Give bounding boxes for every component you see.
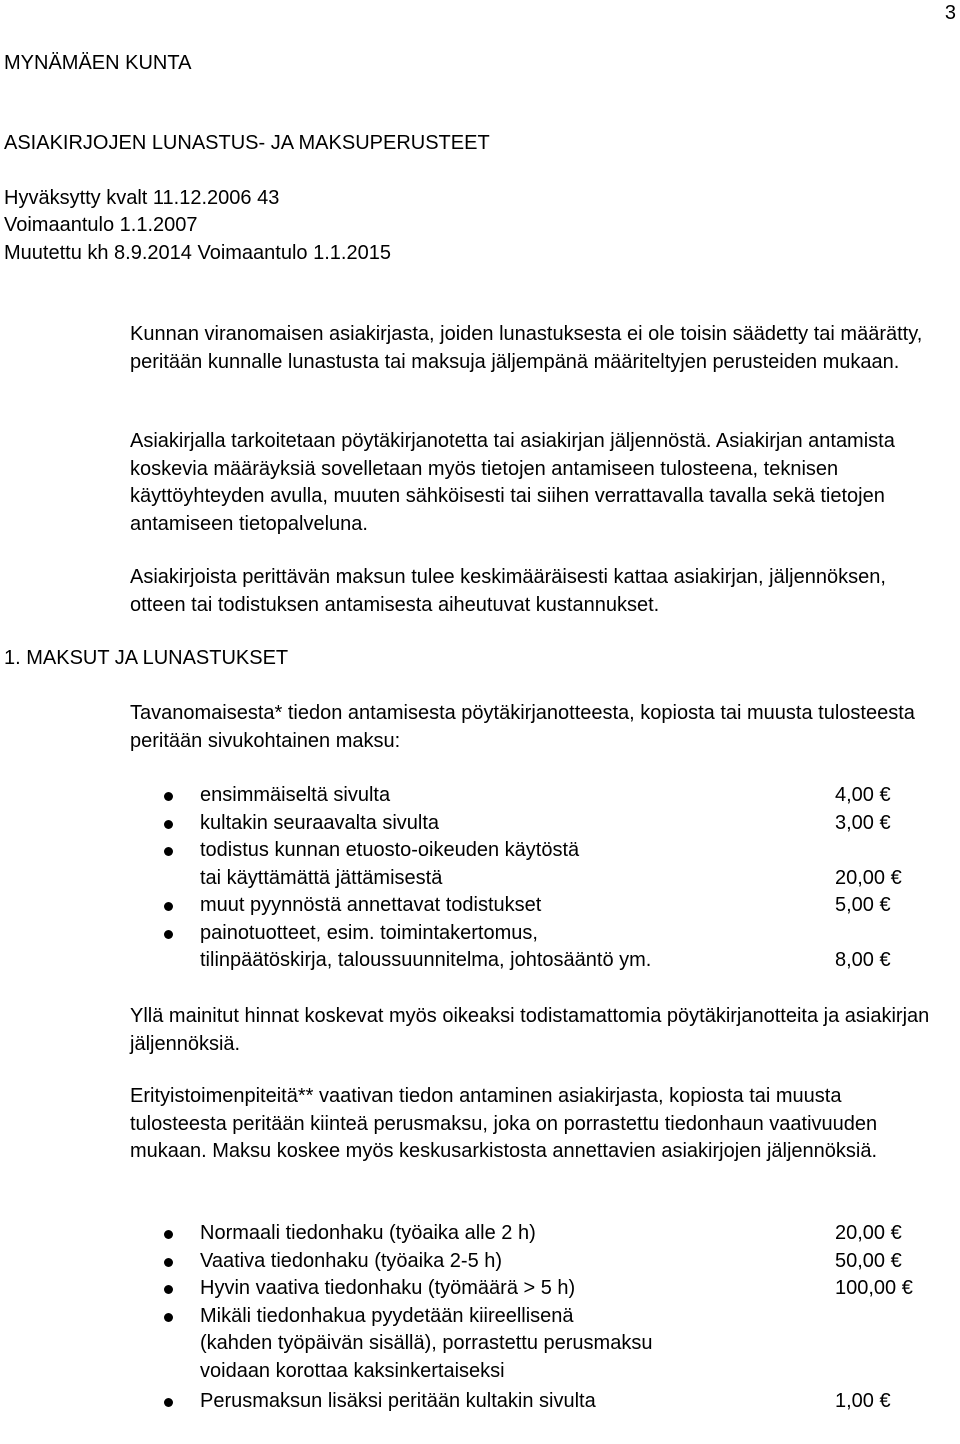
special-fee-item-text: Normaali tiedonhaku (työaika alle 2 h) 20,00 €	[200, 1220, 930, 1248]
amendment-info: Muutettu kh 8.9.2014 Voimaantulo 1.1.2015	[4, 242, 391, 264]
intro-text-2: Asiakirjalla tarkoitetaan pöytäkirjanotetta tai asiakirjan jäljennöstä. Asiakirjan antamista koskevia määräyksiä sovelletaan myös tietojen antamiseen tulosteena, teknisen käyttöyhteyden avulla, muuten sähköisesti tai siihen verrattavalla tavalla sekä tietojen antamiseen tietopalveluna.	[130, 430, 895, 535]
special-fees-list	[130, 1220, 930, 1385]
intro-paragraph-2	[130, 428, 930, 538]
special-fees-intro	[130, 1083, 930, 1166]
special-fee-item-price: 100,00 €	[835, 1277, 913, 1299]
extra-fee-item-text: Perusmaksun lisäksi peritään kultakin sivulta 1,00 €	[200, 1388, 930, 1416]
standard-fees-intro-text: Tavanomaisesta* tiedon antamisesta pöytäkirjanotteesta, kopiosta tai muusta tulosteesta peritään sivukohtainen maksu:	[130, 702, 915, 752]
standard-fee-item	[130, 892, 930, 920]
copies-note-text: Yllä mainitut hinnat koskevat myös oikeaksi todistamattomia pöytäkirjanotteita ja asiakirjan jäljennöksiä.	[130, 1005, 930, 1055]
approval-info: Hyväksytty kvalt 11.12.2006 43	[4, 187, 280, 209]
extra-fees-list	[130, 1388, 930, 1416]
standard-fees-list	[130, 782, 930, 975]
special-fee-item-text: Vaativa tiedonhaku (työaika 2-5 h) 50,00 €	[200, 1248, 930, 1276]
special-fee-item-text: (kahden työpäivän sisällä), porrastettu perusmaksu	[200, 1332, 653, 1354]
effective-date: Voimaantulo 1.1.2007	[4, 214, 198, 236]
standard-fee-item-price: 3,00 €	[835, 811, 891, 834]
special-fee-item-price: 50,00 €	[835, 1249, 902, 1272]
special-fees-intro-text: Erityistoimenpiteitä** vaativan tiedon antaminen asiakirjasta, kopiosta tai muusta tulosteesta peritään kiinteä perusmaksu, joka on porrastettu tiedonhaun vaativuuden mukaan. Maksu koskee myös keskusarkistosta annettavien asiakirjojen jäljennöksiä.	[130, 1085, 878, 1162]
standard-fee-item	[130, 810, 930, 838]
intro-text-1: Kunnan viranomaisen asiakirjasta, joiden lunastuksesta ei ole toisin säädetty tai määrätty, peritään kunnalle lunastusta tai maksuja jäljempänä määriteltyjen perusteiden mukaan.	[130, 323, 923, 373]
standard-fees-intro	[130, 700, 930, 755]
intro-text-3: Asiakirjoista perittävän maksun tulee keskimääräisesti kattaa asiakirjan, jäljennöksen, otteen tai todistuksen antamisesta aiheutuvat kustannukset.	[130, 566, 886, 616]
document-title: ASIAKIRJOJEN LUNASTUS- JA MAKSUPERUSTEET	[4, 132, 490, 154]
standard-fee-item-text: tilinpäätöskirja, taloussuunnitelma, johtosääntö ym. 8,00 €	[200, 947, 930, 975]
special-fee-item	[130, 1303, 930, 1386]
standard-fee-item	[130, 920, 930, 975]
copies-note	[130, 1003, 930, 1058]
standard-fee-item	[130, 837, 930, 892]
special-fee-item-price: 20,00 €	[835, 1222, 902, 1244]
special-fee-item-text: Hyvin vaativa tiedonhaku (työmäärä > 5 h) 100,00 €	[200, 1275, 930, 1303]
standard-fee-item-price: 5,00 €	[835, 894, 891, 916]
special-fee-item	[130, 1220, 930, 1248]
standard-fee-item-text: tai käyttämättä jättämisestä 20,00 €	[200, 865, 930, 893]
special-fee-item-text: voidaan korottaa kaksinkertaiseksi	[200, 1359, 505, 1382]
extra-fee-item-price: 1,00 €	[835, 1390, 891, 1412]
standard-fee-item-price: 8,00 €	[835, 949, 891, 971]
standard-fee-item-price: 4,00 €	[835, 784, 891, 806]
intro-paragraph-3	[130, 564, 930, 619]
standard-fee-item-price: 20,00 €	[835, 866, 902, 889]
municipality-name: MYNÄMÄEN KUNTA	[4, 52, 192, 74]
intro-paragraph-1	[130, 321, 930, 376]
special-fee-item	[130, 1275, 930, 1303]
special-fee-item	[130, 1248, 930, 1276]
extra-fee-item	[130, 1388, 930, 1416]
page-number: 3	[944, 2, 956, 24]
standard-fee-item-text: muut pyynnöstä annettavat todistukset 5,00 €	[200, 892, 930, 920]
standard-fee-item	[130, 782, 930, 810]
standard-fee-item-text: painotuotteet, esim. toimintakertomus,	[200, 921, 538, 944]
section-heading: 1. MAKSUT JA LUNASTUKSET	[4, 647, 289, 669]
special-fee-item-text: Mikäli tiedonhakua pyydetään kiireellisenä	[200, 1304, 574, 1327]
standard-fee-item-text: kultakin seuraavalta sivulta 3,00 €	[200, 810, 930, 838]
standard-fee-item-text: todistus kunnan etuosto-oikeuden käytöstä	[200, 839, 580, 861]
standard-fee-item-text: ensimmäiseltä sivulta 4,00 €	[200, 782, 930, 810]
